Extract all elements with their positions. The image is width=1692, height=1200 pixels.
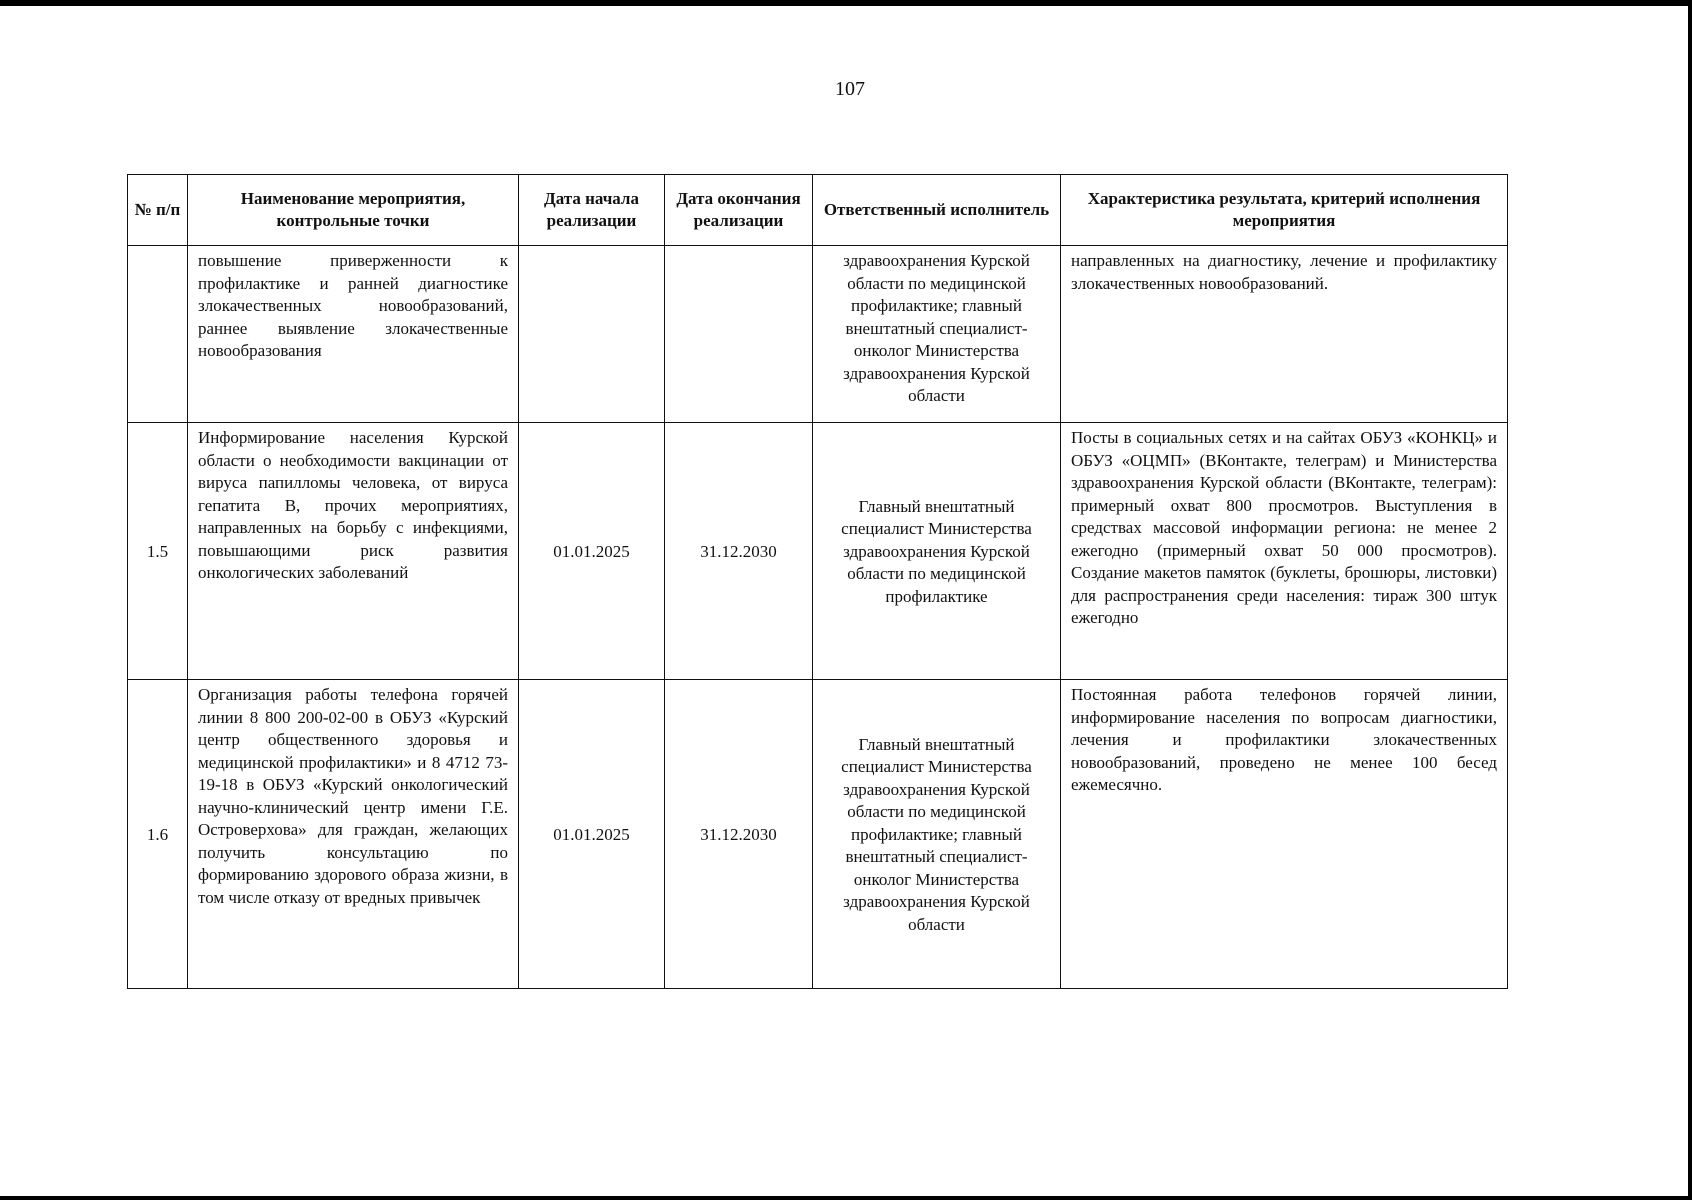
cell-activity-name: Информирование населения Курской области о необходимости вакцинации от вируса папилломы человека, от вируса гепатита В, прочих мероприятиях, направленных на борьбу с инфекциями, повышающими риск развития онкологических заболеваний xyxy=(188,423,519,680)
header-executor: Ответственный исполнитель xyxy=(813,175,1061,246)
header-number: № п/п xyxy=(128,175,188,246)
cell-end-date: 31.12.2030 xyxy=(665,423,813,680)
cell-start-date: 01.01.2025 xyxy=(519,680,665,989)
cell-number: 1.6 xyxy=(128,680,188,989)
cell-result: Постоянная работа телефонов горячей линии, информирование населения по вопросам диагностики, лечения и профилактики злокачественных новообразований, проведено не менее 100 бесед ежемесячно. xyxy=(1061,680,1508,989)
cell-activity-name: повышение приверженности к профилактике и ранней диагностике злокачественных новообразований, раннее выявление злокачественные новообразования xyxy=(188,246,519,423)
cell-executor: Главный внештатный специалист Министерства здравоохранения Курской области по медицинской профилактике xyxy=(813,423,1061,680)
cell-executor: Главный внештатный специалист Министерства здравоохранения Курской области по медицинской профилактике; главный внештатный специалист-онколог Министерства здравоохранения Курской области xyxy=(813,680,1061,989)
page-number: 107 xyxy=(835,78,865,100)
cell-result: направленных на диагностику, лечение и профилактику злокачественных новообразований. xyxy=(1061,246,1508,423)
header-activity-name: Наименование мероприятия, контрольные точки xyxy=(188,175,519,246)
activities-table xyxy=(127,174,1508,989)
header-result: Характеристика результата, критерий исполнения мероприятия xyxy=(1061,175,1508,246)
cell-end-date: 31.12.2030 xyxy=(665,680,813,989)
scan-border-bottom xyxy=(0,1196,1692,1200)
cell-result: Посты в социальных сетях и на сайтах ОБУЗ «КОНКЦ» и ОБУЗ «ОЦМП» (ВКонтакте, телеграм) и Министерства здравоохранения Курской области (ВКонтакте, телеграм): примерный охват 800 просмотров. Выступления в средствах массовой информации региона: не менее 2 ежегодно (примерный охват 50 000 просмотров). Создание макетов памяток (буклеты, брошюры, листовки) для распространения среди населения: тираж 300 штук ежегодно xyxy=(1061,423,1508,680)
cell-end-date xyxy=(665,246,813,423)
cell-start-date: 01.01.2025 xyxy=(519,423,665,680)
cell-start-date xyxy=(519,246,665,423)
table-header-row xyxy=(128,175,1508,246)
table-row-continuation xyxy=(128,246,1508,423)
header-end-date: Дата окончания реализации xyxy=(665,175,813,246)
cell-activity-name: Организация работы телефона горячей линии 8 800 200-02-00 в ОБУЗ «Курский центр общественного здоровья и медицинской профилактики» и 8 4712 73-19-18 в ОБУЗ «Курский онкологический научно-клинический центр имени Г.Е. Островерхова» для граждан, желающих получить консультацию по формированию здорового образа жизни, в том числе отказу от вредных привычек xyxy=(188,680,519,989)
cell-number: 1.5 xyxy=(128,423,188,680)
table-row-1-5 xyxy=(128,423,1508,680)
scan-border-top xyxy=(0,0,1692,6)
header-start-date: Дата начала реализации xyxy=(519,175,665,246)
table-row-1-6 xyxy=(128,680,1508,989)
cell-executor: здравоохранения Курской области по медицинской профилактике; главный внештатный специалист-онколог Министерства здравоохранения Курской области xyxy=(813,246,1061,423)
scan-border-right xyxy=(1688,0,1692,1200)
cell-number xyxy=(128,246,188,423)
